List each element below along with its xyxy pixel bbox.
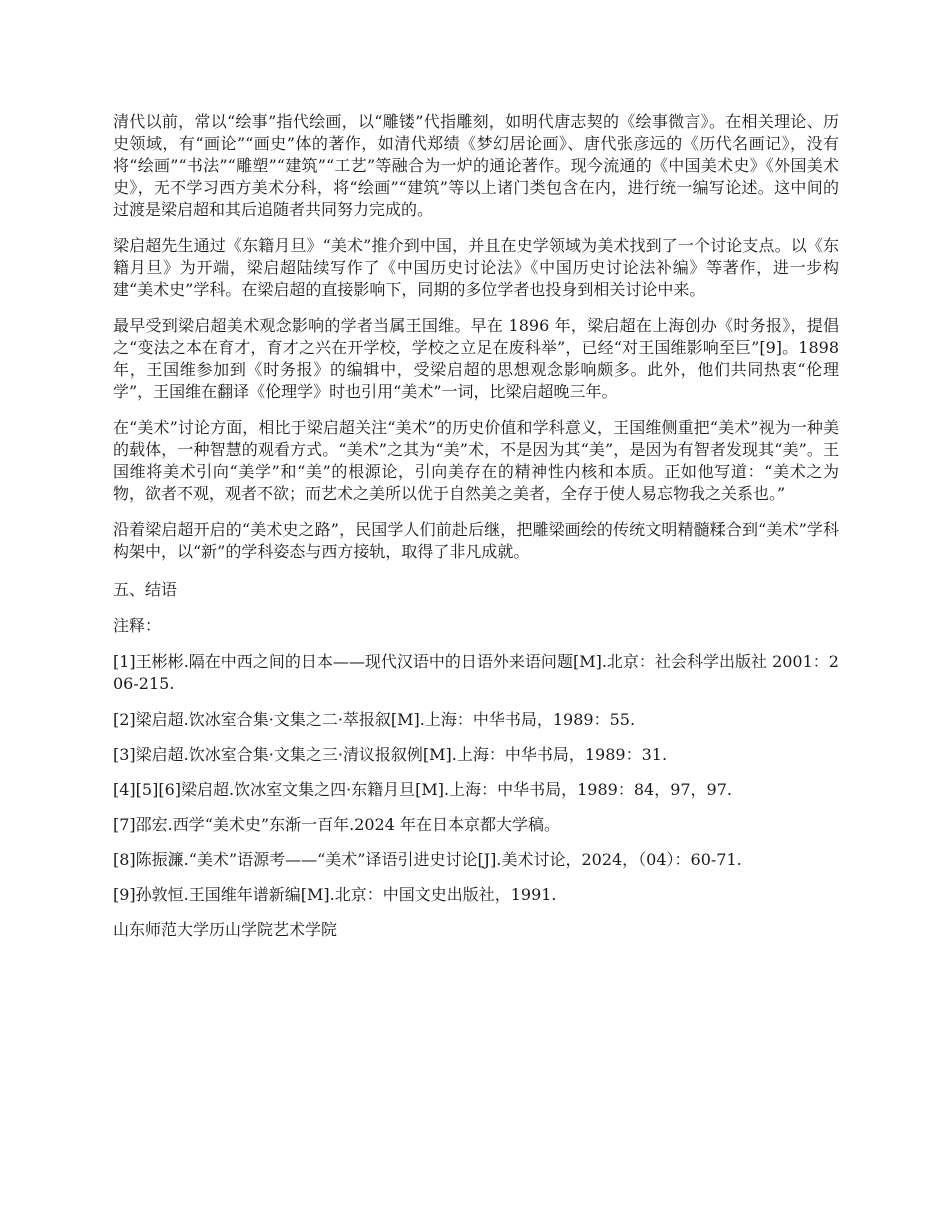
notes-list xyxy=(113,651,839,906)
paragraph-4: 在“美术”讨论方面，相比于梁启超关注“美术”的历史价值和学科意义，王国维侧重把“美术”视为一种美的载体，一种智慧的观看方式。“美术”之其为“美”术，不是因为其“美”，是因为有智者发现其“美”。王国维将美术引向“美学”和“美”的根源论，引向美存在的精神性内核和本质。正如他写道：“美术之为物，欲者不观，观者不欲；而艺术之美所以优于自然美之美者，全存于使人易忘物我之关系也。” xyxy=(113,418,839,503)
note-item: [3]梁启超.饮冰室合集·文集之三·清议报叙例[M].上海：中华书局，1989：31. xyxy=(113,745,668,764)
document-body xyxy=(113,111,839,955)
author-affiliation: 山东师范大学历山学院艺术学院 xyxy=(113,920,338,939)
note-item: [2]梁启超.饮冰室合集·文集之二·萃报叙[M].上海：中华书局，1989：55. xyxy=(113,710,636,729)
note-item: [1]王彬彬.隔在中西之间的日本——现代汉语中的日语外来语问题[M].北京：社会科学出版社 2001：206-215. xyxy=(113,652,839,693)
paragraph-3: 最早受到梁启超美术观念影响的学者当属王国维。早在 1896 年，梁启超在上海创办《时务报》，提倡之“变法之本在育才，育才之兴在开学校，学校之立足在废科举”，已经“对王国维影响至巨”[9]。1898 年，王国维参加到《时务报》的编辑中，受梁启超的思想观念影响颇多。此外，他们共同热衷“伦理学”，王国维在翻译《伦理学》时也引用“美术”一词，比梁启超晚三年。 xyxy=(113,316,839,401)
note-item: [4][5][6]梁启超.饮冰室文集之四·东籍月旦[M].上海：中华书局，1989：84，97，97. xyxy=(113,780,733,799)
note-item: [7]邵宏.西学“美术史”东渐一百年.2024 年在日本京都大学稿。 xyxy=(113,815,561,834)
notes-label: 注释： xyxy=(113,616,162,635)
paragraph-5: 沿着梁启超开启的“美术史之路”，民国学人们前赴后继，把雕梁画绘的传统文明精髓糅合到“美术”学科构架中，以“新”的学科姿态与西方接轨，取得了非凡成就。 xyxy=(113,520,839,561)
section-heading: 五、结语 xyxy=(113,580,178,599)
note-item: [9]孙敦恒.王国维年谱新编[M].北京：中国文史出版社，1991. xyxy=(113,885,557,904)
note-item: [8]陈振濂.“美术”语源考——“美术”译语引进史讨论[J].美术讨论，2024，（04）：60-71. xyxy=(113,850,742,869)
paragraph-1: 清代以前，常以“绘事”指代绘画，以“雕镂”代指雕刻，如明代唐志契的《绘事微言》。在相关理论、历史领域，有“画论”“画史”体的著作，如清代郑绩《梦幻居论画》、唐代张彦远的《历代名画记》，没有将“绘画”“书法”“雕塑”“建筑”“工艺”等融合为一炉的通论著作。现今流通的《中国美术史》《外国美术史》，无不学习西方美术分科，将“绘画”“建筑”等以上诸门类包含在内，进行统一编写论述。这中间的过渡是梁启超和其后追随者共同努力完成的。 xyxy=(113,112,839,219)
paragraph-2: 梁启超先生通过《东籍月旦》“美术”推介到中国，并且在史学领域为美术找到了一个讨论支点。以《东籍月旦》为开端，梁启超陆续写作了《中国历史讨论法》《中国历史讨论法补编》等著作，进一步构建“美术史”学科。在梁启超的直接影响下，同期的多位学者也投身到相关讨论中来。 xyxy=(113,236,839,299)
